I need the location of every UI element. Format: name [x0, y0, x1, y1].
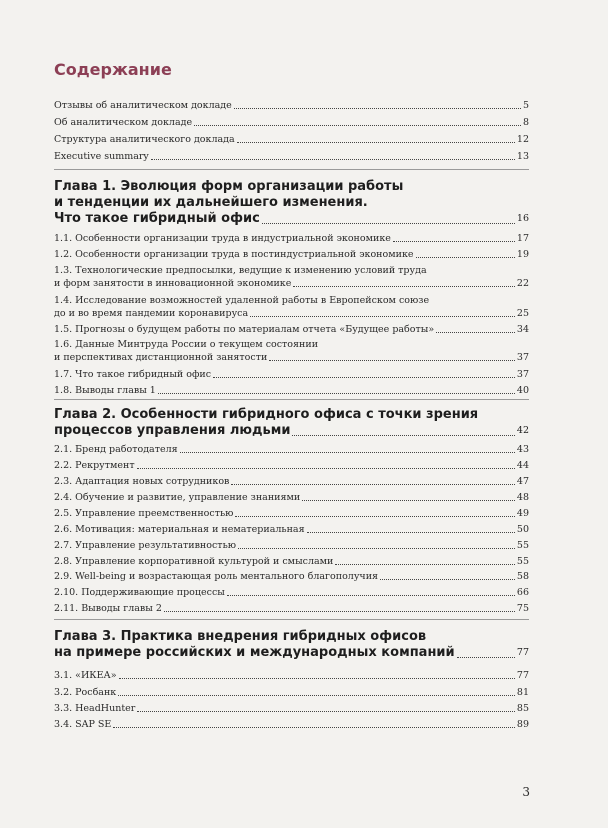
toc-entry-text: и перспективах дистанционной занятости [54, 352, 268, 363]
toc-entry [54, 718, 529, 731]
toc-entry-line [54, 277, 529, 290]
toc-entry [54, 669, 529, 682]
toc-entry [54, 702, 529, 715]
dot-leader [262, 223, 515, 224]
toc-entry-page: 37 [516, 352, 529, 363]
toc-entry-line [54, 384, 529, 397]
toc-entry-line [54, 686, 529, 699]
toc-front-entry [54, 116, 529, 129]
dot-leader [307, 532, 515, 533]
toc-entry-text: 2.6. Мотивация: материальная и нематериальная [54, 524, 305, 535]
toc-entry-page: 22 [516, 278, 529, 289]
toc-entry-page: 44 [516, 460, 529, 471]
dot-leader [380, 579, 515, 580]
section-divider [54, 399, 529, 400]
dot-leader [231, 484, 515, 485]
chapter-1-heading-text: Глава 1. Эволюция форм организации работы [54, 179, 404, 194]
toc-entry [54, 264, 529, 290]
toc-entry-line [54, 491, 529, 504]
toc-entry-text: 2.5. Управление преемственностью [54, 508, 234, 519]
toc-entry-line [54, 307, 529, 320]
toc-front-entry-text: Отзывы об аналитическом докладе [54, 100, 232, 111]
toc-entry [54, 507, 529, 520]
toc-entry-text: 1.1. Особенности организации труда в индустриальной экономике [54, 233, 391, 244]
toc-entry [54, 459, 529, 472]
dot-leader [113, 727, 515, 728]
toc-entry-line [54, 264, 529, 277]
toc-front-entry-page: 12 [516, 134, 529, 145]
dot-leader [158, 393, 515, 394]
toc-entry [54, 475, 529, 488]
toc-entry [54, 294, 529, 320]
toc-entry-line [54, 555, 529, 568]
chapter-2-heading-text: процессов управления людьми [54, 423, 291, 438]
toc-entry-line [54, 702, 529, 715]
toc-entry-page: 25 [516, 308, 529, 319]
toc-entry-page: 37 [516, 369, 529, 380]
toc-entry-text: 2.4. Обучение и развитие, управление знаниями [54, 492, 301, 503]
toc-entry-line [54, 586, 529, 599]
toc-entry-text: 2.10. Поддерживающие процессы [54, 587, 225, 598]
toc-front-entry-line [54, 116, 529, 129]
toc-entry [54, 539, 529, 552]
toc-entry-page: 48 [516, 492, 529, 503]
toc-entry-text: 2.1. Бренд работодателя [54, 444, 178, 455]
dot-leader [237, 142, 515, 143]
toc-entry-line [54, 294, 529, 307]
toc-entry-line [54, 443, 529, 456]
toc-front-entry-line [54, 133, 529, 146]
dot-leader [180, 452, 515, 453]
chapter-2-heading-line [54, 407, 529, 423]
toc-front-entry-line [54, 99, 529, 112]
dot-leader [137, 468, 515, 469]
dot-leader [213, 377, 515, 378]
section-divider [54, 619, 529, 620]
page-number: 3 [522, 785, 530, 799]
dot-leader [457, 657, 515, 658]
chapter-2-heading-line [54, 423, 529, 439]
dot-leader [235, 516, 515, 517]
chapter-2-heading-page: 42 [516, 425, 529, 436]
toc-entry-line [54, 669, 529, 682]
toc-entry-text: 2.2. Рекрутмент [54, 460, 135, 471]
toc-entry [54, 248, 529, 261]
chapter-3-heading-line [54, 629, 529, 645]
toc-entry-line [54, 232, 529, 245]
toc-entry [54, 338, 529, 364]
toc-entry-page: 77 [516, 670, 529, 681]
toc-entry-text: 2.7. Управление результативностью [54, 540, 237, 551]
toc-entry-line [54, 351, 529, 364]
dot-leader [227, 595, 515, 596]
dot-leader [436, 332, 515, 333]
toc-entry [54, 491, 529, 504]
toc-entry-text: 1.3. Технологические предпосылки, ведущие к изменению условий труда [54, 265, 427, 276]
toc-entry-line [54, 718, 529, 731]
toc-entry-text: 3.2. Росбанк [54, 687, 117, 698]
chapter-3-heading-page: 77 [516, 647, 529, 658]
toc-front-entry [54, 99, 529, 112]
toc-entry [54, 523, 529, 536]
toc-entry-page: 49 [516, 508, 529, 519]
chapter-1-heading-line [54, 195, 529, 211]
toc-entry-page: 81 [516, 687, 529, 698]
chapter-2-heading [54, 407, 529, 439]
toc-front-entry [54, 133, 529, 146]
toc-entry [54, 555, 529, 568]
toc-entry-page: 40 [516, 385, 529, 396]
toc-entry [54, 686, 529, 699]
toc-entry-line [54, 323, 529, 336]
toc-entry-line [54, 338, 529, 351]
chapter-3-heading-text: на примере российских и международных компаний [54, 645, 455, 660]
dot-leader [119, 678, 515, 679]
toc-entry-page: 58 [516, 571, 529, 582]
toc-entry-text: 1.6. Данные Минтруда России о текущем состоянии [54, 339, 319, 350]
toc-entry [54, 570, 529, 583]
toc-entry-line [54, 507, 529, 520]
chapter-1-heading-line [54, 211, 529, 227]
toc-front-entry-page: 8 [522, 117, 529, 128]
toc-entry-text: 1.7. Что такое гибридный офис [54, 369, 212, 380]
chapter-3-heading-line [54, 645, 529, 661]
toc-front-entry-text: Executive summary [54, 151, 149, 162]
toc-entry-page: 75 [516, 603, 529, 614]
toc-entry-text: 2.3. Адаптация новых сотрудников [54, 476, 230, 487]
dot-leader [118, 695, 515, 696]
toc-entry-line [54, 523, 529, 536]
toc-entry-text: 1.2. Особенности организации труда в постиндустриальной экономике [54, 249, 414, 260]
toc-entry-page: 85 [516, 703, 529, 714]
dot-leader [234, 108, 521, 109]
dot-leader [292, 435, 514, 436]
toc-entry-line [54, 602, 529, 615]
chapter-1-heading [54, 179, 529, 227]
toc-entry-text: и форм занятости в инновационной экономике [54, 278, 292, 289]
toc-entry-line [54, 368, 529, 381]
toc-entry-text: 2.8. Управление корпоративной культурой и смыслами [54, 556, 334, 567]
chapter-3-heading-text: Глава 3. Практика внедрения гибридных офисов [54, 629, 427, 644]
toc-front-entry-text: Об аналитическом докладе [54, 117, 193, 128]
toc-entry-line [54, 539, 529, 552]
toc-entry-page: 34 [516, 324, 529, 335]
chapter-1-heading-page: 16 [516, 213, 529, 224]
toc-entry-text: 1.8. Выводы главы 1 [54, 385, 156, 396]
toc-entry-text: 2.9. Well-being и возрастающая роль ментального благополучия [54, 571, 379, 582]
chapter-1-heading-text: Что такое гибридный офис [54, 211, 260, 226]
toc-front-entry-page: 5 [522, 100, 529, 111]
dot-leader [194, 125, 521, 126]
page-title: Содержание [54, 60, 172, 79]
toc-entry-page: 89 [516, 719, 529, 730]
toc-entry [54, 384, 529, 397]
chapter-1-heading-line [54, 179, 529, 195]
toc-entry-page: 17 [516, 233, 529, 244]
toc-entry-line [54, 459, 529, 472]
dot-leader [137, 711, 515, 712]
toc-entry-page: 55 [516, 540, 529, 551]
toc-entry-page: 19 [516, 249, 529, 260]
toc-entry-page: 66 [516, 587, 529, 598]
toc-front-entry-text: Структура аналитического доклада [54, 134, 235, 145]
toc-entry-text: 3.3. HeadHunter [54, 703, 136, 714]
toc-entry [54, 443, 529, 456]
dot-leader [151, 159, 515, 160]
toc-entry [54, 602, 529, 615]
toc-entry [54, 323, 529, 336]
dot-leader [302, 500, 515, 501]
dot-leader [393, 241, 515, 242]
toc-entry-page: 50 [516, 524, 529, 535]
toc-entry-page: 47 [516, 476, 529, 487]
dot-leader [335, 564, 515, 565]
toc-entry [54, 586, 529, 599]
toc-entry-text: 3.1. «ИКЕА» [54, 670, 117, 681]
dot-leader [416, 257, 515, 258]
toc-entry [54, 368, 529, 381]
chapter-1-heading-text: и тенденции их дальнейшего изменения. [54, 195, 368, 210]
toc-entry-text: 2.11. Выводы главы 2 [54, 603, 162, 614]
dot-leader [164, 611, 515, 612]
toc-entry-line [54, 570, 529, 583]
toc-entry-page: 55 [516, 556, 529, 567]
toc-entry [54, 232, 529, 245]
toc-entry-text: до и во время пандемии коронавируса [54, 308, 249, 319]
toc-entry-page: 43 [516, 444, 529, 455]
chapter-2-heading-text: Глава 2. Особенности гибридного офиса с точки зрения [54, 407, 479, 422]
toc-front-entry [54, 150, 529, 163]
chapter-3-heading [54, 629, 529, 661]
toc-front-entry-line [54, 150, 529, 163]
toc-entry-line [54, 248, 529, 261]
toc-entry-text: 1.4. Исследование возможностей удаленной работы в Европейском союзе [54, 295, 430, 306]
dot-leader [293, 286, 515, 287]
dot-leader [250, 316, 515, 317]
dot-leader [269, 360, 515, 361]
toc-entry-line [54, 475, 529, 488]
toc-front-entry-page: 13 [516, 151, 529, 162]
dot-leader [238, 548, 515, 549]
section-divider [54, 169, 529, 170]
toc-entry-text: 1.5. Прогнозы о будущем работы по материалам отчета «Будущее работы» [54, 324, 435, 335]
toc-entry-text: 3.4. SAP SE [54, 719, 112, 730]
